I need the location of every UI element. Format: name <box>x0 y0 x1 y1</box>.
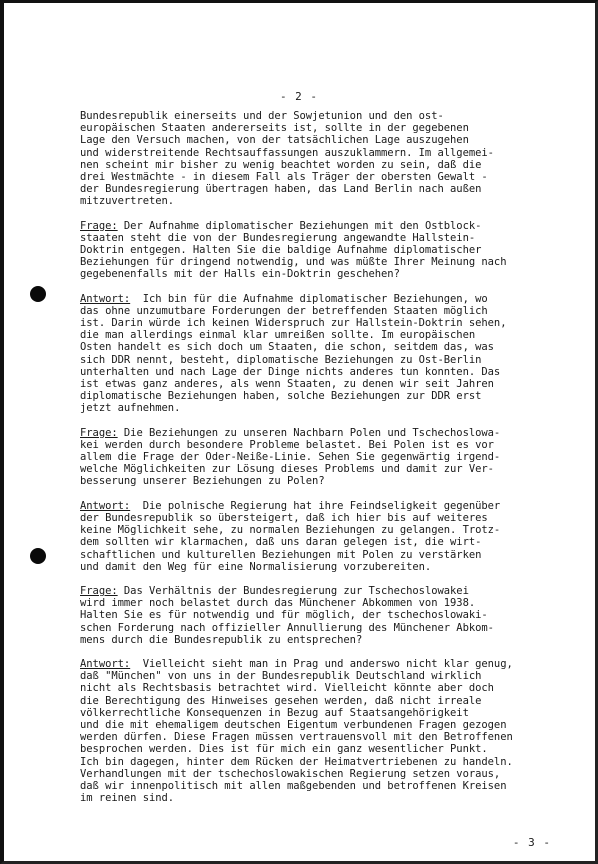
text-line <box>80 451 580 463</box>
question-paragraph <box>80 585 580 646</box>
paragraph-label: Frage: <box>80 426 118 439</box>
line-text: nen scheint mir bisher zu wenig beachtet worden zu sein, daß die <box>80 158 482 171</box>
text-line <box>80 195 580 207</box>
punch-hole <box>30 548 46 564</box>
answer-paragraph <box>80 500 580 573</box>
paragraph-label: Antwort: <box>80 657 131 670</box>
text-line <box>80 658 580 670</box>
line-text: mitzuvertreten. <box>80 195 175 208</box>
line-text: schaftlichen und kulturellen Beziehungen mit Polen zu verstärken <box>80 548 482 561</box>
line-text: Halten Sie es für notwendig und für möglich, der tschechoslowaki- <box>80 609 488 622</box>
line-text: Ich bin für die Aufnahme diplomatischer Beziehungen, wo <box>130 292 488 305</box>
line-text: und die mit ehemaligem deutschen Eigentum verbundenen Fragen gezogen <box>80 718 507 731</box>
line-text: und widerstreitende Rechtsauffassungen auszuklammern. Im allgemei- <box>80 146 494 159</box>
text-line <box>80 134 580 146</box>
line-text: werden dürfen. Diese Fragen müssen vertrauensvoll mit den Betroffenen <box>80 731 513 744</box>
line-text: Verhandlungen mit der tschechoslowakischen Regierung setzen voraus, <box>80 767 501 780</box>
line-text: jetzt aufnehmen. <box>80 402 181 415</box>
line-text: Ich bin dagegen, hinter dem Rücken der Heimatvertriebenen zu handeln. <box>80 755 513 768</box>
line-text: Das Verhältnis der Bundesregierung zur Tschechoslowakei <box>117 584 469 597</box>
text-line <box>80 682 580 694</box>
text-line <box>80 756 580 768</box>
line-text: unterhalten und nach Lage der Dinge nichts anderes tun konnten. Das <box>80 365 501 378</box>
line-text: Osten handelt es sich doch um Staaten, die schon, seitdem das, was <box>80 341 494 354</box>
text-line <box>80 743 580 755</box>
line-text: Die polnische Regierung hat ihre Feindseligkeit gegenüber <box>130 499 501 512</box>
paragraph-label: Antwort: <box>80 292 131 305</box>
text-line <box>80 402 580 414</box>
line-text: die man allerdings einmal klar umreißen sollte. Im europäischen <box>80 329 476 342</box>
text-line <box>80 549 580 561</box>
text-line <box>80 439 580 451</box>
text-line <box>80 354 580 366</box>
text-line <box>80 293 580 305</box>
document-body <box>80 110 580 816</box>
line-text: europäischen Staaten andererseits ist, sollte in der gegebenen <box>80 122 469 135</box>
text-line <box>80 634 580 646</box>
text-line <box>80 609 580 621</box>
text-line <box>80 147 580 159</box>
text-line <box>80 512 580 524</box>
text-line <box>80 390 580 402</box>
text-line <box>80 597 580 609</box>
line-text: keine Möglichkeit sehe, zu normalen Beziehungen zu gelangen. Trotz- <box>80 524 501 537</box>
punch-hole <box>30 286 46 302</box>
line-text: diplomatische Beziehungen haben, solche Beziehungen zur DDR erst <box>80 390 482 403</box>
question-paragraph <box>80 427 580 488</box>
line-text: kei werden durch besondere Probleme belastet. Bei Polen ist es vor <box>80 438 494 451</box>
line-text: völkerrechtliche Konsequenzen in Bezug auf Staatsangehörigkeit <box>80 706 469 719</box>
line-text: im reinen sind. <box>80 792 175 805</box>
line-text: Bundesrepublik einerseits und der Sowjetunion und den ost- <box>80 110 444 122</box>
text-line <box>80 341 580 353</box>
line-text: staaten steht die von der Bundesregierung angewandte Hallstein- <box>80 231 476 244</box>
line-text: Doktrin entgegen. Halten Sie die baldige Aufnahme diplomatischer <box>80 244 482 257</box>
question-paragraph <box>80 220 580 281</box>
text-line <box>80 427 580 439</box>
paragraph-label: Antwort: <box>80 499 131 512</box>
text-line <box>80 500 580 512</box>
line-text: der Bundesrepublik so übersteigert, daß ich hier bis auf weiteres <box>80 511 488 524</box>
line-text: drei Westmächte - in diesem Fall als Träger der obersten Gewalt - <box>80 171 488 184</box>
line-text: besprochen werden. Dies ist für mich ein ganz wesentlicher Punkt. <box>80 743 488 756</box>
text-line <box>80 719 580 731</box>
line-text: ist etwas ganz anderes, als wenn Staaten, zu denen wir seit Jahren <box>80 378 494 391</box>
text-line <box>80 768 580 780</box>
text-paragraph <box>80 110 580 208</box>
paragraph-label: Frage: <box>80 584 118 597</box>
next-page-marker: - 3 - <box>512 836 551 849</box>
text-line <box>80 561 580 573</box>
text-line <box>80 317 580 329</box>
text-line <box>80 244 580 256</box>
text-line <box>80 232 580 244</box>
line-text: schen Forderung nach offizieller Annullierung des Münchener Abkom- <box>80 621 494 634</box>
text-line <box>80 670 580 682</box>
text-line <box>80 122 580 134</box>
line-text: gegebenenfalls mit der Halls ein-Doktrin geschehen? <box>80 268 400 281</box>
line-text: daß "München" von uns in der Bundesrepublik Deutschland wirklich <box>80 670 482 683</box>
text-line <box>80 378 580 390</box>
text-line <box>80 463 580 475</box>
text-line <box>80 707 580 719</box>
line-text: Der Aufnahme diplomatischer Beziehungen mit den Ostblock- <box>117 219 482 232</box>
line-text: allem die Frage der Oder-Neiße-Linie. Sehen Sie gegenwärtig irgend- <box>80 451 501 464</box>
line-text: der Bundesregierung übertragen haben, das Land Berlin nach außen <box>80 183 482 196</box>
line-text: nicht als Rechtsbasis betrachtet wird. Vielleicht könnte aber doch <box>80 682 494 695</box>
line-text: ist. Darin würde ich keinen Widerspruch zur Hallstein-Doktrin sehen, <box>80 317 507 330</box>
line-text: dem sollten wir klarmachen, daß uns daran gelegen ist, die wirt- <box>80 536 482 549</box>
text-line <box>80 622 580 634</box>
line-text: mens durch die Bundesrepublik zu entsprechen? <box>80 633 363 646</box>
text-line <box>80 792 580 804</box>
line-text: die Berechtigung des Hinweises gesehen werden, daß nicht irreale <box>80 694 482 707</box>
line-text: Vielleicht sieht man in Prag und anderswo nicht klar genug, <box>130 657 513 670</box>
text-line <box>80 183 580 195</box>
answer-paragraph <box>80 658 580 804</box>
line-text: besserung unserer Beziehungen zu Polen? <box>80 475 325 488</box>
line-text: das ohne unzumutbare Forderungen der betreffenden Staaten möglich <box>80 304 488 317</box>
text-line <box>80 110 580 122</box>
text-line <box>80 171 580 183</box>
text-line <box>80 536 580 548</box>
text-line <box>80 524 580 536</box>
paragraph-label: Frage: <box>80 219 118 232</box>
text-line <box>80 780 580 792</box>
line-text: Beziehungen für dringend notwendig, und was müßte Ihrer Meinung nach <box>80 256 507 269</box>
line-text: daß wir innenpolitisch mit allen maßgebenden und betroffenen Kreisen <box>80 779 507 792</box>
line-text: Lage den Versuch machen, von der tatsächlichen Lage auszugehen <box>80 134 469 147</box>
text-line <box>80 220 580 232</box>
page-number: - 2 - <box>279 90 319 103</box>
text-line <box>80 731 580 743</box>
text-line <box>80 366 580 378</box>
line-text: sich DDR nennt, besteht, diplomatische Beziehungen zu Ost-Berlin <box>80 353 482 366</box>
line-text: und damit den Weg für eine Normalisierung vorzubereiten. <box>80 560 432 573</box>
answer-paragraph <box>80 293 580 415</box>
text-line <box>80 305 580 317</box>
text-line <box>80 268 580 280</box>
text-line <box>80 256 580 268</box>
line-text: welche Möglichkeiten zur Lösung dieses Problems und damit zur Ver- <box>80 463 494 476</box>
text-line <box>80 695 580 707</box>
text-line <box>80 475 580 487</box>
text-line <box>80 585 580 597</box>
line-text: wird immer noch belastet durch das Münchener Abkommen von 1938. <box>80 597 476 610</box>
text-line <box>80 329 580 341</box>
line-text: Die Beziehungen zu unseren Nachbarn Polen und Tschechoslowa- <box>117 426 501 439</box>
text-line <box>80 159 580 171</box>
